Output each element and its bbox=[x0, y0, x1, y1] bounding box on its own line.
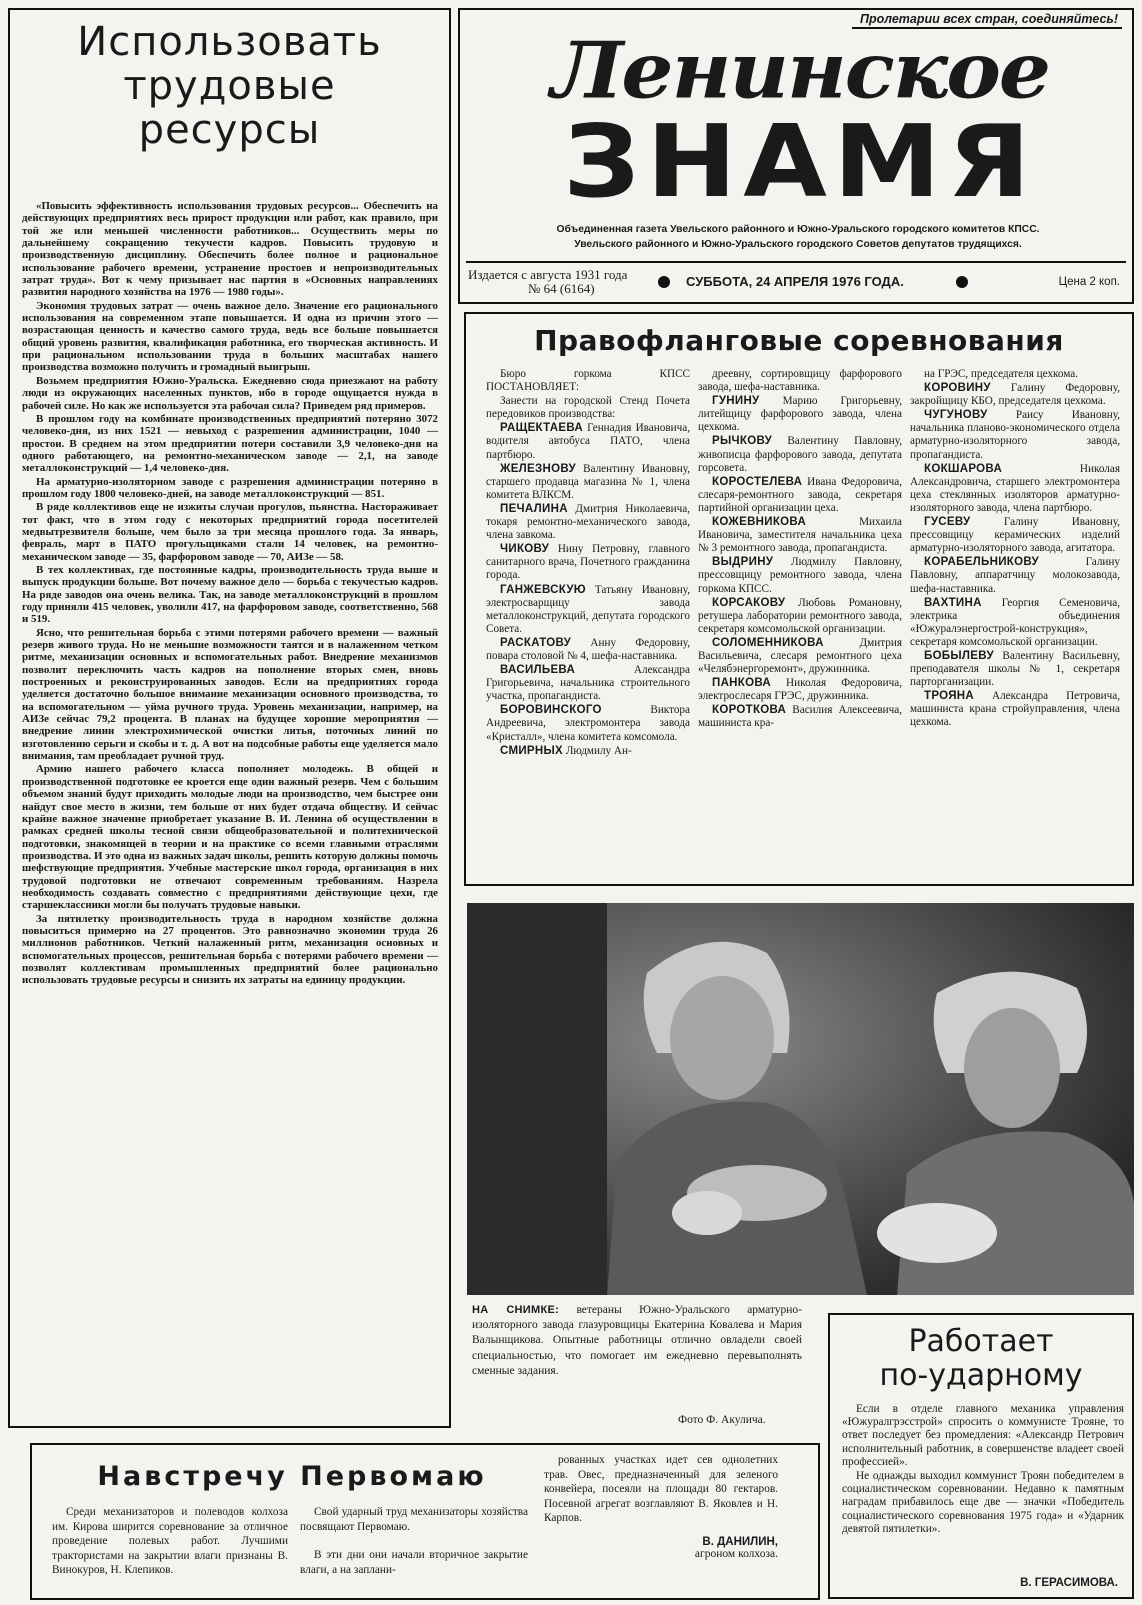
paragraph: Если в отделе главного механика управления «Южуралгрэсстрой» спросить о коммунисте Трояне, то ответ последует без промедления: «Александр Петрович исполнительный работник, в совершенстве владеет своей профессией». bbox=[842, 1403, 1124, 1468]
paragraph: На арматурно-изоляторном заводе с разрешения администрации потеряно в прошлом году 1800 человеко-дней, на заводе металлоконструкций — 851. bbox=[22, 475, 438, 500]
list-item: ЖЕЛЕЗНОВУ Валентину Ивановну, старшего продавца магазина № 1, члена комитета ВЛКСМ. bbox=[486, 462, 690, 501]
article-labor-resources bbox=[8, 8, 451, 1428]
paragraph: Среди механизаторов и полеводов колхоза им. Кирова ширится соревнование за отличное проведение полевых работ. Лучшими трактористами на закрытии влаги признаны В. Винокуров, Н. Клепиков. bbox=[52, 1506, 288, 1576]
bullet-dot-icon bbox=[956, 276, 968, 288]
list-item: ТРОЯНА Александра Петровича, машиниста крана стройуправления, члена цехкома. bbox=[910, 690, 1120, 729]
list-item: ПАНКОВА Николая Федоровича, электрослесаря ГРЭС, дружинника. bbox=[698, 677, 902, 703]
masthead bbox=[458, 8, 1134, 304]
newspaper-name-line1: Ленинское bbox=[550, 25, 1050, 117]
list-item: на ГРЭС, председателя цехкома. bbox=[924, 368, 1079, 380]
article-title: Использовать трудовые ресурсы bbox=[77, 19, 382, 153]
publisher-line: Объединенная газета Увельского районного и Южно-Уральского городского комитетов КПСС. Увельского районного и Южно-Уральского городского Советов депутатов трудящихся. bbox=[556, 224, 1040, 250]
photo-caption bbox=[472, 1303, 802, 1380]
author-signature: В. ГЕРАСИМОВА. bbox=[1020, 1577, 1118, 1589]
caption-text: ветераны Южно-Уральского арматурно-изоляторного завода глазуровщицы Екатерина Ковалева и Мария Валынщикова. Опытные работницы отлично овладели своей специальностью, что помогает им ежедневно перевыполнять сменные задания. bbox=[472, 1304, 802, 1377]
paragraph: Экономия трудовых затрат — очень важное дело. Значение его рационального использования на современном этапе повышается. И одна из причин этого — возрастающая ценность и качество самого труда, ведь все больше повышается общий уровень развития, квалификация работника, его творческая активность. И при рациональном использовании труда в больших масштабах нашего производства возможно получить и громадный выигрыш. bbox=[22, 299, 438, 374]
list-item: ГУСЕВУ Галину Ивановну, прессовщицу керамических изделий арматурно-изоляторного завода, агитатора. bbox=[910, 516, 1120, 555]
list-item: БОРОВИНСКОГО Виктора Андреевича, электромонтера завода «Кристалл», члена комитета комсомола. bbox=[486, 704, 690, 743]
text-column bbox=[52, 1505, 288, 1579]
issue-number: № 64 (6164) bbox=[528, 281, 595, 296]
paragraph: Ясно, что решительная борьба с этими потерями рабочего времени — важный резерв живого труда. Но не меньшие возможности таятся и в налаженном четком ритме, механизации основных и вспомогательных работ. Внедрение механизмов позволит переключить часть кадров на пополнение вторых смен, вновь построенных и реконструированных заводов. Если на предприятиях города уделяется достаточно большое внимание механизации основного производства, то на вспомогательном — уйма ручного труда. Уровень механизации, например, на АИЗе сейчас 79,2 процента. В планах на будущее хорошие мероприятия — внедрение линии электрохимической очистки литья, поточных линий по изготовлению серьги и скобы и т. д. А вот на подсобные работы еще уделяется мало внимания, там преобладает ручной труд. bbox=[22, 626, 438, 763]
article-navstrechu bbox=[30, 1443, 820, 1600]
paragraph: За пятилетку производительность труда в народном хозяйстве должна повыситься примерно на 27 процентов. Это равнозначно экономии труда 26 миллионов работников. Четкий налаженный ритм, механизация основных и вспомогательных процессов, решительная борьба с потерями рабочего времени — позволят коллективам промышленных предприятий более рационально использовать трудовые ресурсы и снизить их затраты на единицу продукции. bbox=[22, 912, 438, 987]
list-item: СМИРНЫХ Людмилу Ан- bbox=[500, 744, 632, 757]
list-item: ВЫДРИНУ Людмилу Павловну, прессовщицу ремонтного завода, члена горкома КПСС. bbox=[698, 556, 902, 595]
list-item: ПЕЧАЛИНА Дмитрия Николаевича, токаря ремонтно-механического завода, члена завкома. bbox=[486, 502, 690, 542]
text-column bbox=[910, 368, 1120, 731]
list-item: ВАХТИНА Георгия Семеновича, электрика объединения «Южуралэнергострой-конструкция», секретаря комсомольской организации. bbox=[910, 596, 1120, 648]
article-rabotaet bbox=[828, 1313, 1134, 1599]
paragraph: Не однажды выходил коммунист Троян победителем в социалистическом соревновании. Недавно к памятным наградам прибавилось еще две — значки «Победитель социалистического соревнования 1975 года» и «Ударник девятой пятилетки». bbox=[842, 1470, 1124, 1535]
photo-image bbox=[467, 903, 1134, 1295]
list-item: ВАСИЛЬЕВА Александра Григорьевича, начальника строительного участка, пропагандиста. bbox=[486, 664, 690, 703]
article-body bbox=[22, 200, 438, 988]
list-item: ЧУГУНОВУ Раису Ивановну, начальника планово-экономического отдела арматурно-изоляторного завода, пропагандиста. bbox=[910, 409, 1120, 461]
paragraph: Армию нашего рабочего класса пополняет молодежь. В общей и производственной подготовке ее кроется еще один важный резерв. Чем с большим объемом знаний будут приходить молодые люди на производство, чем быстрее они найдут свое место в жизни, тем больше от них будет отдача обществу. И сейчас крайне важное значение приобретает указание В. И. Ленина об осуществлении в рамках средней школы тесной связи общеобразовательной и политехнической подготовки, знакомящей в теории и на практике со всеми главными отраслями производства. И это одна из важных задач школы, решить которую должны помочь шефствующие предприятия. Учебные мастерские школ города, организация в них трудовой подготовки не отвечают современным требованиям. Назрела необходимость создавать совместно с предприятиями действующие цехи, где старшеклассники могли бы получать трудовые навыки. bbox=[22, 763, 438, 912]
issue-date: СУББОТА, 24 АПРЕЛЯ 1976 ГОДА. bbox=[686, 274, 904, 289]
text-column bbox=[544, 1453, 778, 1560]
newspaper-name-line2: ЗНАМЯ bbox=[563, 103, 1037, 220]
author-role: агроном колхоза. bbox=[694, 1547, 778, 1560]
caption-lead: НА СНИМКЕ: bbox=[472, 1304, 560, 1316]
article-title: Работает по-ударному bbox=[879, 1324, 1083, 1393]
article-title: Правофланговые соревнования bbox=[534, 324, 1064, 357]
article-body bbox=[842, 1403, 1124, 1537]
news-photo bbox=[467, 903, 1134, 1295]
slogan: Пролетарии всех стран, соединяйтесь! bbox=[852, 12, 1122, 29]
list-item: КОЖЕВНИКОВА Михаила Ивановича, заместителя начальника цеха № 3 ремонтного завода, пропагандиста. bbox=[698, 516, 902, 555]
paragraph: В тех коллективах, где постоянные кадры, производительность труда выше и выпуск продукции больше. Вот почему важное дело — борьба с текучестью кадров. На ряде заводов она очень велика. Так, на заводе металлоконструкций в прошлом году приняли 415 человек, уволили 417, на фарфоровом заводе, соответственно, 568 и 519. bbox=[22, 563, 438, 626]
list-item: СОЛОМЕННИКОВА Дмитрия Васильевича, слесаря ремонтного цеха «Челябэнергоремонт», дружинника. bbox=[698, 636, 902, 676]
list-item: РАЩЕКТАЕВА Геннадия Ивановича, водителя автобуса ПАТО, члена партбюро. bbox=[486, 422, 690, 461]
list-item: Бюро горкома КПСС ПОСТАНОВЛЯЕТ: bbox=[486, 368, 690, 394]
bullet-dot-icon bbox=[658, 276, 670, 288]
paragraph: Свой ударный труд механизаторы хозяйства посвящают Первомаю. bbox=[300, 1506, 528, 1533]
list-item: КОКШАРОВА Николая Александровича, старшего электромонтера цеха стеклянных изоляторов арматурно-изоляторного завода, члена партбюро. bbox=[910, 462, 1120, 514]
list-item: ГАНЖЕВСКУЮ Татьяну Ивановну, электросварщицу завода металлоконструкций, депутата городского Совета. bbox=[486, 583, 690, 635]
article-right-flank bbox=[464, 312, 1134, 886]
list-item: РАСКАТОВУ Анну Федоровну, повара столовой № 4, шефа-наставника. bbox=[486, 636, 690, 662]
list-item: КОРАБЕЛЬНИКОВУ Галину Павловну, аппаратчицу молокозавода, шефа-наставника. bbox=[910, 556, 1120, 595]
paragraph: «Повысить эффективность использования трудовых ресурсов... Обеспечить на действующих предприятиях весь прирост продукции или работ, как правило, при той же или меньшей численности работников... Осуществить меры по дальнейшему сокращению текучести кадров. Повысить трудовую и производственную дисциплину. Обеспечить более полное и рациональное использование рабочего времени, устранение простоев и непроизводительных затрат труда». Вот к чему призывает нас партия в «Основных направлениях развития народного хозяйства на 1976 — 1980 годы». bbox=[22, 200, 438, 299]
text-column bbox=[300, 1505, 528, 1578]
photo-credit: Фото Ф. Акулича. bbox=[678, 1414, 766, 1426]
list-item: РЫЧКОВУ Валентину Павловну, живописца фарфорового завода, депутата горсовета. bbox=[698, 435, 902, 474]
list-item: ГУНИНУ Марию Григорьевну, литейщицу фарфорового завода, члена цехкома. bbox=[698, 395, 902, 434]
issue-info: Издается с августа 1931 года № 64 (6164) bbox=[468, 267, 628, 296]
divider bbox=[466, 261, 1126, 263]
list-item: Занести на городской Стенд Почета передовиков производства: bbox=[486, 395, 690, 421]
paragraph: В эти дни они начали вторичное закрытие влаги, а на заплани- bbox=[300, 1549, 528, 1576]
paragraph: В ряде коллективов еще не изжиты случаи прогулов, пьянства. Настораживает тот факт, что в этом году с некоторых предприятий города посетителей медвытрезвителя больше, чем было за три месяца прошлого года. За январь, февраль, март в ПАТО прогульщиками стали 14 человек, на ремонтно-механическом заводе — 35, фарфоровом заводе — 70, АИЗе — 58. bbox=[22, 501, 438, 563]
author-signature: В. ДАНИЛИН, bbox=[702, 1535, 778, 1548]
issue-price: Цена 2 коп. bbox=[1058, 276, 1120, 288]
list-item: КОРОСТЕЛЕВА Ивана Федоровича, слесаря-ремонтного завода, секретаря партийной организации цеха. bbox=[698, 475, 902, 514]
paragraph: В прошлом году на комбинате производственных предприятий потеряно 3072 человеко-дня, из них 1521 — невыход с разрешения администрации, 1040 — простои. В среднем на этом предприятии потери составили 3,9 человеко-дня на одного работающего, на ремонтно-механическом заводе — 2,1, на заводе металлоконструкций — 1,4 человеко-дня. bbox=[22, 412, 438, 475]
list-item: КОРСАКОВУ Любовь Романовну, ретушера лаборатории ремонтного завода, секретаря комсомольской организации. bbox=[698, 596, 902, 635]
paragraph: Возьмем предприятия Южно-Уральска. Ежедневно сюда приезжают на работу люди из окружающих населенных пунктов, ибо в городе ощущается нужда в рабочей силе. Но как же используется эта рабочая сила? Приведем ряд примеров. bbox=[22, 374, 438, 412]
list-item: БОБЫЛЕВУ Валентину Васильевну, преподавателя школы № 1, секретаря парторганизации. bbox=[910, 649, 1120, 689]
text-column bbox=[698, 368, 902, 732]
text-column bbox=[486, 368, 690, 759]
list-item: ЧИКОВУ Нину Петровну, главного санитарного врача, Почетного гражданина города. bbox=[486, 543, 690, 582]
list-item: КОРОВИНУ Галину Федоровну, закройщицу КБО, председателя цехкома. bbox=[910, 382, 1120, 408]
list-item: КОРОТКОВА Василия Алексеевича, машиниста кра- bbox=[698, 704, 902, 730]
list-item: дреевну, сортировщицу фарфорового завода, шефа-наставника. bbox=[698, 368, 902, 394]
article-title: Навстречу Первомаю bbox=[97, 1461, 487, 1492]
paragraph: рованных участках идет сев однолетних трав. Овес, предназначенный для зеленого конвейера, посеяли на площади 80 гектаров. Посевной агрегат возглавляют В. Яковлев и Н. Карпов. bbox=[544, 1454, 778, 1524]
